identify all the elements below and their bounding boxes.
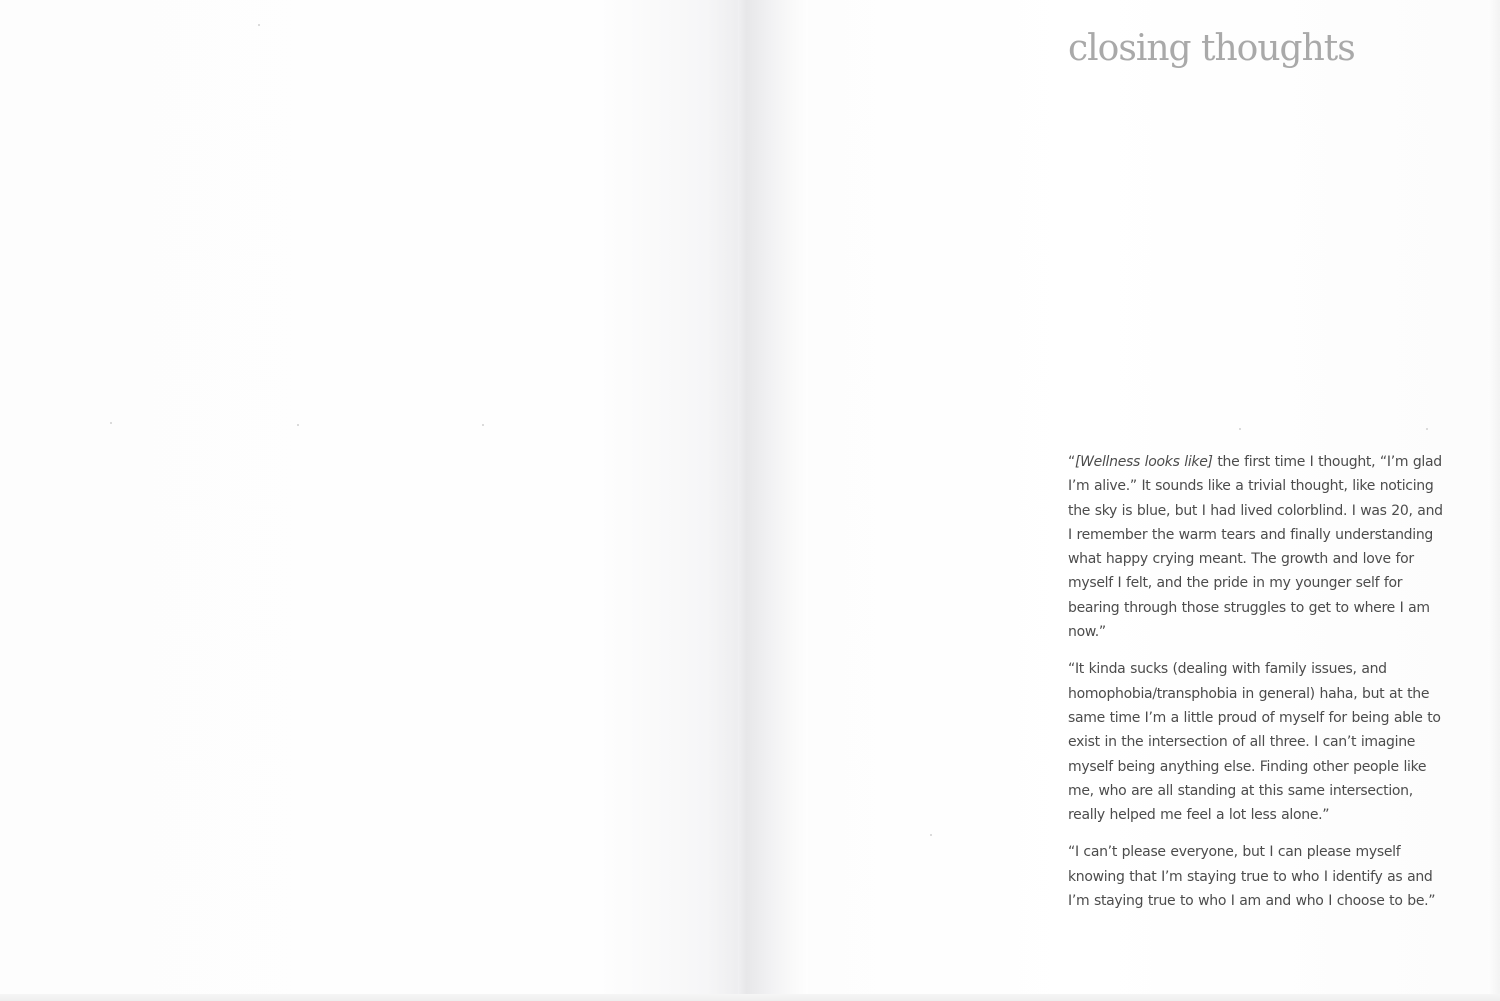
paper-speck [482,424,484,426]
book-gutter [738,0,808,1001]
quote-wellness [1068,450,1448,644]
paper-speck [110,422,112,424]
quote-open-mark: “ [1068,454,1075,470]
paper-speck [258,24,260,26]
quote-staying-true: “I can’t please everyone, but I can please myself knowing that I’m staying true to who I identify as and I’m staying true to who I am and who I choose to be.” [1068,844,1436,910]
quote-emphasis: [Wellness looks like] [1074,454,1213,470]
page-edge-bottom [0,994,1500,1001]
quote-list [1068,450,1448,926]
paper-speck [1239,428,1241,430]
quote-text: the first time I thought, “I’m glad I’m alive.” It sounds like a trivial thought, like noticing the sky is blue, but I had lived colorblind. I was 20, and I remember the warm tears and finally understanding what happy crying meant. The growth and love for myself I felt, and the pride in my younger self for bearing through those struggles to get to where I am now.” [1068,454,1443,641]
paper-speck [297,424,299,426]
left-page [0,0,744,1001]
page-title: closing thoughts [1068,28,1355,69]
quote-intersection: “It kinda sucks (dealing with family issues, and homophobia/transphobia in general) haha, but at the same time I’m a little proud of myself for being able to exist in the intersection of all three. I can’t imagine myself being anything else. Finding other people like me, who are all standing at this same intersection, really helped me feel a lot less alone.” [1068,661,1441,824]
page-edge-right [1488,0,1500,1001]
paper-speck [1426,428,1428,430]
paper-speck [930,834,932,836]
